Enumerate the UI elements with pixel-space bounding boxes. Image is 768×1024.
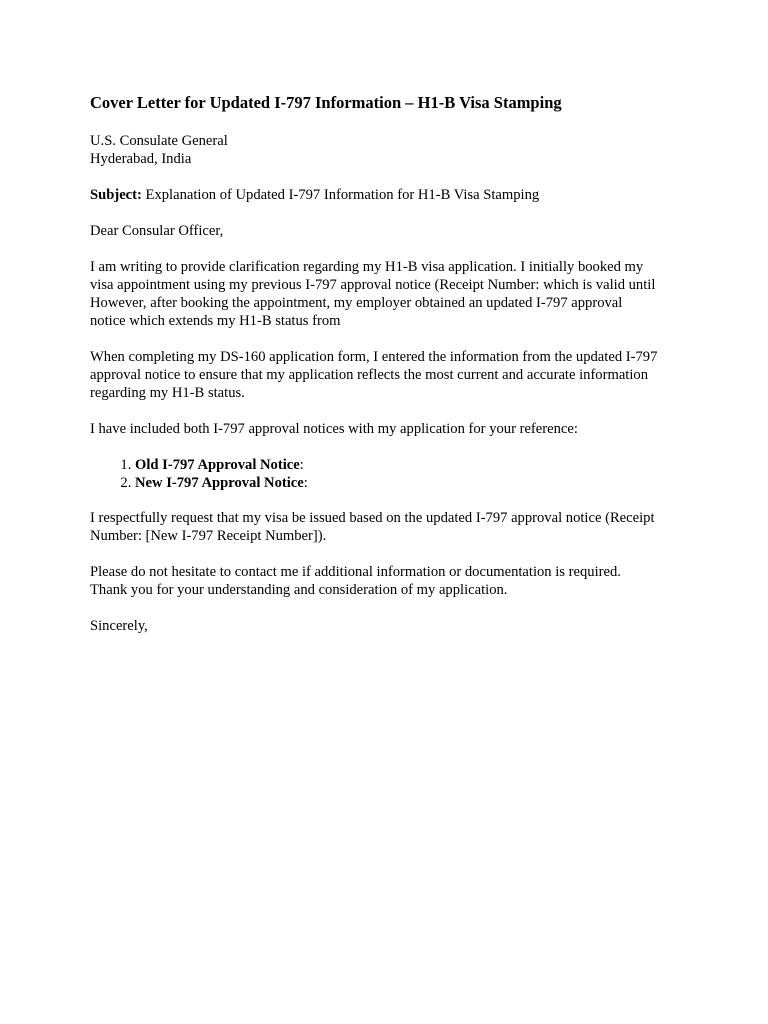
address-line-1: U.S. Consulate General xyxy=(90,133,228,149)
paragraph-included-notices: I have included both I-797 approval notices with my application for your reference: xyxy=(90,421,578,437)
salutation: Dear Consular Officer, xyxy=(90,223,224,239)
paragraph-line: regarding my H1-B status. xyxy=(90,385,245,401)
paragraph-line: However, after booking the appointment, my employer obtained an updated I-797 approval xyxy=(90,295,623,311)
paragraph-line: Please do not hesitate to contact me if additional information or documentation is required. xyxy=(90,564,621,580)
approval-notice-list xyxy=(90,456,688,492)
subject-label: Subject: xyxy=(90,187,142,203)
subject-text: Explanation of Updated I-797 Information for H1-B Visa Stamping xyxy=(141,187,540,203)
paragraph-ds160 xyxy=(90,348,688,402)
list-item-label: Old I-797 Approval Notice xyxy=(135,457,300,473)
paragraph-contact xyxy=(90,563,688,599)
paragraph-line: I respectfully request that my visa be issued based on the updated I-797 approval notice (Receipt xyxy=(90,510,655,526)
paragraph-line: Thank you for your understanding and consideration of my application. xyxy=(90,582,508,598)
paragraph-line: I am writing to provide clarification regarding my H1-B visa application. I initially booked my xyxy=(90,259,644,275)
list-item xyxy=(135,474,688,492)
document-title: Cover Letter for Updated I-797 Information – H1-B Visa Stamping xyxy=(90,93,562,112)
paragraph-line: approval notice to ensure that my application reflects the most current and accurate information xyxy=(90,367,648,383)
paragraph-request xyxy=(90,509,688,545)
list-item-suffix: : xyxy=(299,457,304,473)
subject-line xyxy=(90,186,688,204)
paragraph-line: visa appointment using my previous I-797 approval notice (Receipt Number: which is valid until xyxy=(90,277,656,293)
recipient-address xyxy=(90,132,688,168)
paragraph-line: notice which extends my H1-B status from xyxy=(90,313,341,329)
paragraph-clarification xyxy=(90,258,688,330)
list-item-suffix: : xyxy=(303,475,308,491)
list-item xyxy=(135,456,688,474)
address-line-2: Hyderabad, India xyxy=(90,151,192,167)
paragraph-line: Number: [New I-797 Receipt Number]). xyxy=(90,528,327,544)
closing: Sincerely, xyxy=(90,618,148,634)
paragraph-line: When completing my DS-160 application form, I entered the information from the updated I-797 xyxy=(90,349,658,365)
list-item-label: New I-797 Approval Notice xyxy=(135,475,304,491)
